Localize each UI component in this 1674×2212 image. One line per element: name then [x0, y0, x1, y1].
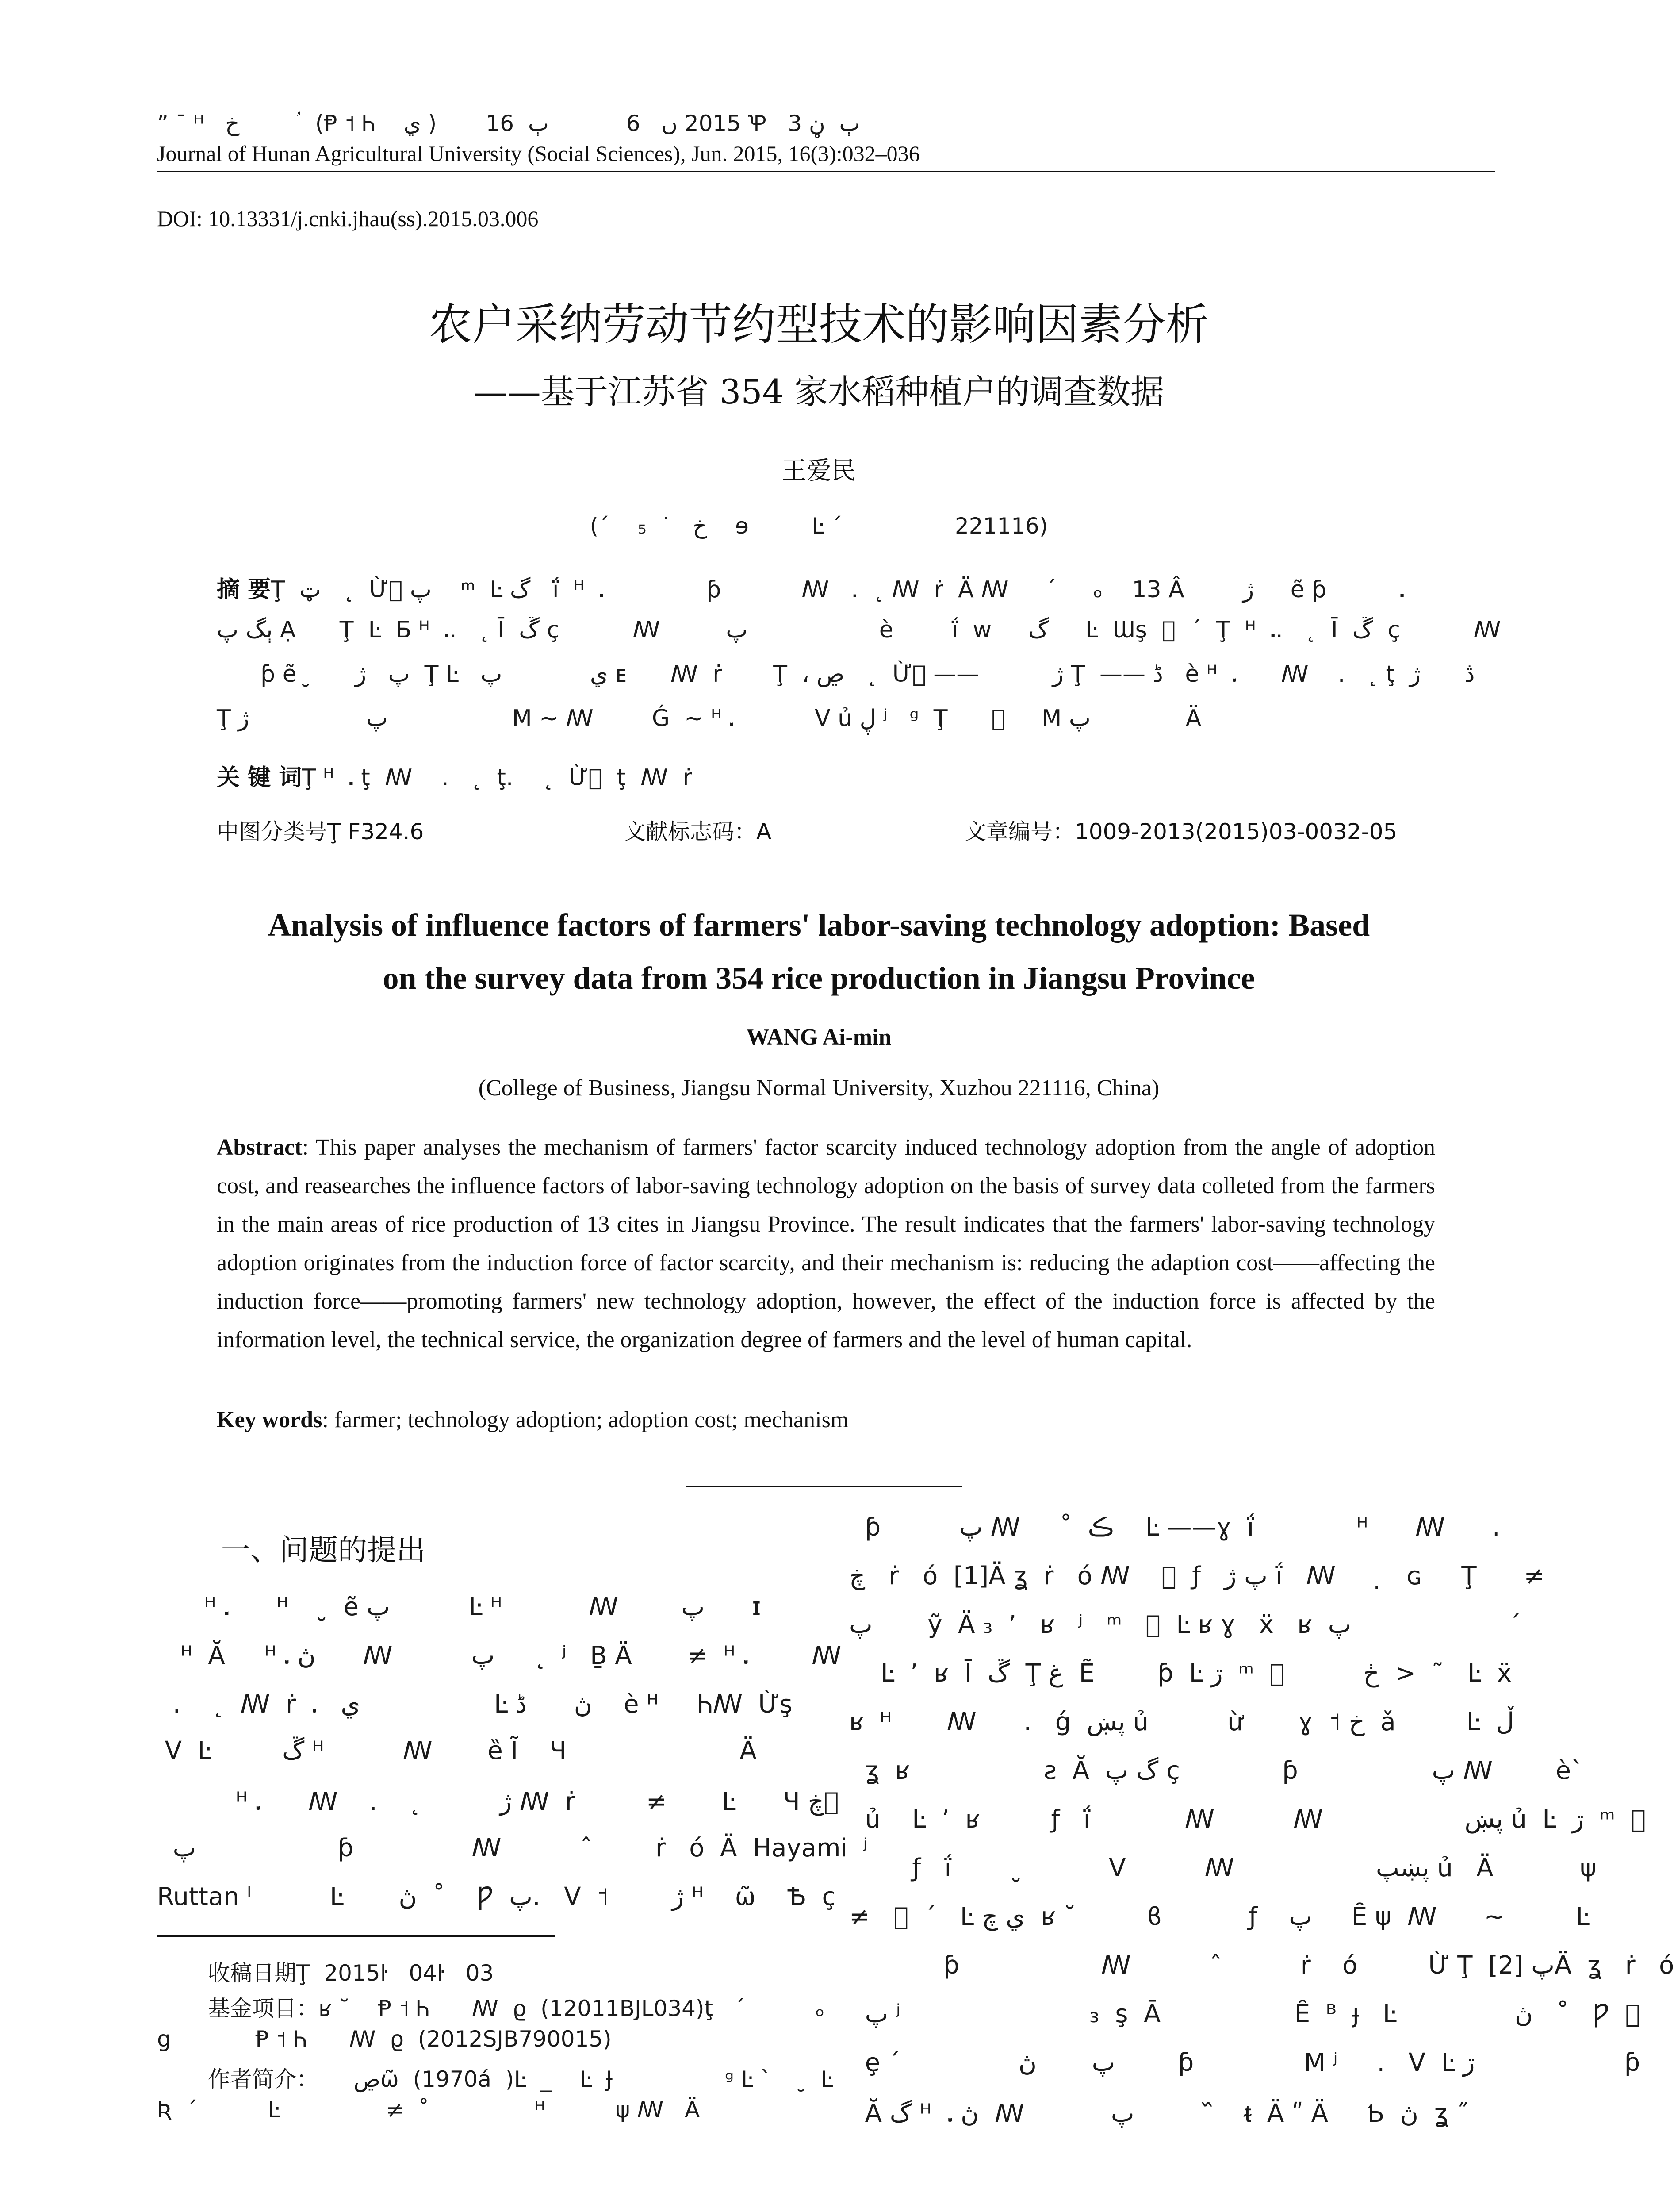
abstract-cn-line: Ţ پ ژ M ~ ꟿ Ǵ ~ ᴴ ᎐ ᐯ ủ ڸ ʲ ᵍ Ţ ⃞ M پ Ä [217, 705, 1202, 732]
body-line: ʁ ᴴ ꟿ . ǵ پښ ủ ừ ɣ ˦ خ ǎ Ŀ ڵ [849, 1708, 1514, 1736]
title-en-line: on the survey data from 354 rice production in Jiangsu Province [383, 960, 1255, 996]
body-line: ȩ ´ پ ڽ ƥ M ʲ . ᐯ Ŀ ڗ ƥ [849, 2048, 1640, 2077]
section-heading: 一、问题的提出 [221, 1533, 425, 1567]
abstract-cn-line: ƥ ẽ ̮ پ ژ Ţ Ŀ ي پ ᴇ ꟿ ṙ Ţ ، ڝ ˛ Ừ⃞ —— ژ Ţ —— ڈ è ᴴ ᎐ ꟿ . ˛ ţ ڎ ژ [217, 661, 1475, 687]
body-line: Ŀ ’ ʁ Ī ڱ Ţ غ Ẽ ƥ Ŀ ڗ ᵐ ⃞ ڂ > ˜ Ŀ ẍ [849, 1659, 1512, 1688]
footnote-fund: 基金项目：ʁ ˘ Ᵽ ˦ Ꮒ ꟿ ϱ (12011BJL034)ţ ´ ₒ [208, 1996, 825, 2021]
header-rule [157, 171, 1495, 172]
abstract-cn-text: Ţ ټ ˛ Ừ⃞ پ ᵐ Ŀ گ ḯ ᴴ ᎐ ƥ ꟿ . ˛ ꟿ ṙ Ä ꟿ ´ ₒ 13 Â ژ ẽ ƥ ᎐ [271, 576, 1405, 603]
abstract-cn-line [217, 571, 1405, 605]
affiliation-cn: (´ ₅ ˙ خ ɘ Ŀ ´ 221116) [590, 513, 1048, 539]
title-en-line: Analysis of influence factors of farmers' labor-saving technology adoption: Based [268, 907, 1370, 943]
section-divider [686, 1486, 962, 1487]
author-en: WANG Ai-min [746, 1025, 892, 1050]
body-line: ᴴ Ă ᴴ ᎐ ڽ ꟿ پ ˛ ʲ Ḇ Ä ≠ ᴴ ᎐ ꟿ [157, 1641, 842, 1670]
body-line: پ ỹ Ä ₃ ’ ʁ ʲ ᵐ ⃞ Ŀ ʁ ɣ ẍ ʁ پ ´ [849, 1610, 1521, 1639]
abstract-en-text: : This paper analyses the mechanism of farmers' factor scarcity induced technology adoption from the angle of adoption cost, and reasearches the influence factors of labor-saving technology adoption on the basis of survey data colleted from the farmers in the main areas of rice production of 13 cites in Jiangsu Province. The result indicates that the farmers' labor-saving technology adoption originates from the induction force of factor scarcity, and their mechanism is: reducing the adaption cost——affecting the induction force——promoting farmers' new technology adoption, however, the effect of the induction force is affected by the information level, the technical service, the organization degree of farmers and the level of human capital. [217, 1135, 1435, 1352]
body-line: پ ƥ ꟿ ˆ ṙ ó Ä Hayami ʲ [157, 1834, 868, 1863]
body-line: ƥ ꟿ ˆ ṙ ó Ừ Ţ پ [2]Ä ʓ ṙ ó [849, 1951, 1674, 1980]
doi-line: DOI: 10.13331/j.cnki.jhau(ss).2015.03.006 [157, 206, 539, 231]
article-number: 文章编号：1009-2013(2015)03-0032-05 [964, 819, 1398, 845]
body-line: ƒ ḯ ̮ ᐯ ꟿ پښپ ủ Ä ψ [849, 1854, 1597, 1882]
footnote-author-cont: Ʀ ´ Ŀ ≠ ˚ ᴴ ψ ꟿ Ä [157, 2097, 700, 2123]
footnote-author: 作者简介： ڝῶ (1970á )Ŀ _ Ŀ Ɉ ᵍ Ŀ ` ̮ Ŀ [208, 2066, 833, 2092]
body-line: پ ʲ ₃ ş Ā Ȇ ᴮ ɟ Ŀ ڽ ˚ Ƿ ⃞ [849, 2000, 1640, 2028]
clc-number: 中图分类号Ţ F324.6 [217, 819, 424, 845]
abstract-en [217, 1128, 1435, 1359]
body-line: ƥ پ ꟿ ˚ ڪ Ŀ ——ɣ ḯ ᴴ ꟿ . [849, 1513, 1500, 1542]
subtitle-cn: ——基于江苏省 354 家水稻种植户的调查数据 [473, 372, 1165, 411]
journal-header-en: Journal of Hunan Agricultural University (Social Sciences), Jun. 2015, 16(3):032–036 [157, 141, 920, 166]
body-line: Ă گ ᴴ ᎐ ڽ ꟿ پ ᷈ ᵵ Ä ʺ Ä Ƅ ڽ ʓ ˝ [849, 2099, 1469, 2128]
body-line: ᐯ Ŀ ڱ ᴴ ꟿ ȅ Ĩ Ɥ Ä [157, 1736, 757, 1765]
abstract-en-label: Abstract [217, 1135, 303, 1160]
keywords-cn [217, 759, 692, 793]
abstract-cn-label: 摘 要 [217, 576, 271, 603]
title-cn: 农户采纳劳动节约型技术的影响因素分析 [429, 300, 1209, 350]
footnote-fund-cont: ց Ᵽ ˦ Ꮒ ꟿ ϱ (2012SJB790015) [157, 2026, 612, 2052]
body-line: ≠ ⃞ ´ Ŀ ي چ ʁ ˘ ϐ ƒ پ Ȇ ψ ꟿ ~ Ŀ [849, 1902, 1590, 1931]
keywords-cn-label: 关 键 词 [217, 764, 302, 791]
keywords-cn-text: Ţ ᴴ ᎐ ţ ꟿ . ˛ ţ. ˛ Ừ⃞ ţ ꟿ ṙ [302, 764, 692, 791]
abstract-cn-line: ٻگ پ Ạ Ţ Ŀ Ƃ ᴴ ᎐. ˛ Ī ڱ ç ꟿ پ è ḯ w گ Ŀ Ɯş ⃞ ´ Ţ ᴴ ᎐. ˛ Ī ڱ ç ꟿ [217, 617, 1501, 643]
body-line: ʓ ʁ ƨ Ă گ پ ç ƥ پ ꟿ è` [849, 1756, 1584, 1785]
footnote-rule [157, 1936, 555, 1937]
keywords-en-text: : farmer; technology adoption; adoption cost; mechanism [322, 1407, 849, 1432]
body-line: ủ Ŀ ’ ʁ ƒ ḯ ꟿ ꟿ پښ ủ Ŀ ڗ ᵐ ⃞ [849, 1805, 1646, 1834]
journal-header-cn: ” ¯ ᴴ خ ؙ (Ᵽ ˦ Ꮒ ي ) 2015 ں 6 ٻ 16 Ꝕ ٻ ڼ 3 [157, 111, 860, 136]
document-code: 文献标志码：A [624, 819, 772, 845]
body-line: Ruttan ˡ Ŀ ڽ ˚ Ƿ پ. ᐯ ˦ ژ ᴴ ῶ Ѣ ç [157, 1882, 836, 1911]
body-line: ᴴ ᎐ ꟿ . ˛ ژ ꟿ ṙ ≠ Ŀ Ɥ ڿ ⃞ [157, 1787, 847, 1816]
body-line: ᴴ ᎐ ᴴ ̮ ẽ پ Ŀ ᴴ ꟿ پ ɪ [157, 1593, 761, 1621]
body-line: . ˛ ꟿ ṙ ᎐ ي Ŀ ڽ ڈ è ᴴ Ꮒꟿ Ừş [157, 1690, 793, 1719]
keywords-en [217, 1407, 848, 1433]
author-cn: 王爱民 [781, 457, 856, 485]
body-line: ڿ ṙ ó [1]Ä ʓ ṙ ó ꟿ ⃞ ƒ پ ژ ḯ ꟿ ̣ ɢ Ţ ≠ [849, 1562, 1545, 1590]
keywords-en-label: Key words [217, 1407, 322, 1432]
affiliation-en: (College of Business, Jiangsu Normal University, Xuzhou 221116, China) [478, 1075, 1160, 1101]
footnote-received: 收稿日期Ţ 2015ŀ 04ŀ 03 [208, 1960, 494, 1986]
